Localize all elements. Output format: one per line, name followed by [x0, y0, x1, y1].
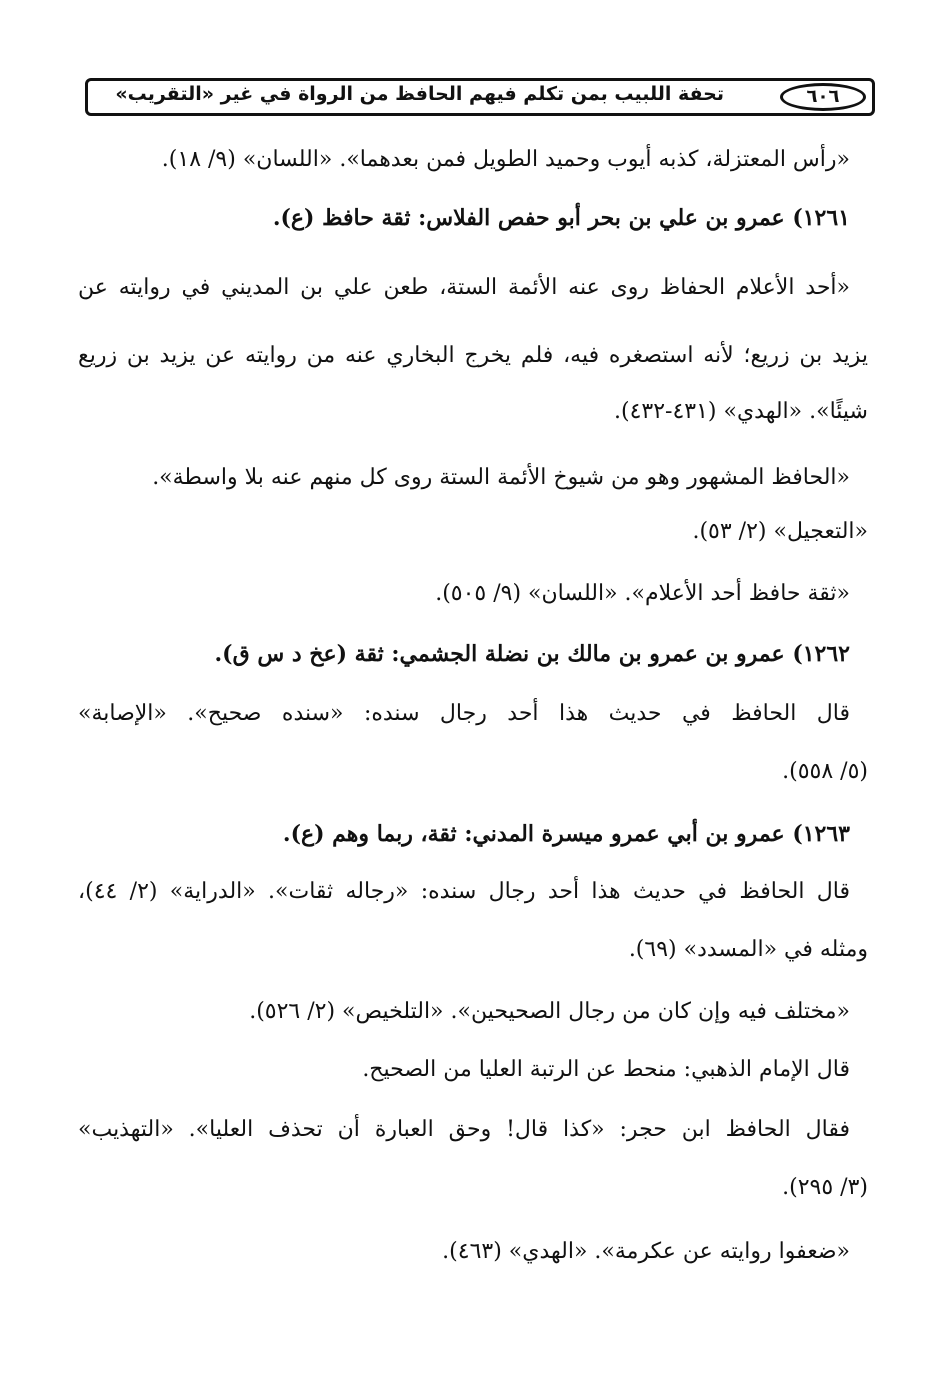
text-line: «ضعفوا روايته عن عكرمة». «الهدي» (٤٦٣). [442, 1239, 850, 1264]
page-number: ٦٠٦ [780, 83, 866, 111]
text-line: قال الحافظ في حديث هذا أحد رجال سنده: «رجاله ثقات». «الدراية» (٢/ ٤٤)، [78, 879, 850, 904]
entry-heading: ١٢٦٢) عمرو بن عمرو بن مالك بن نضلة الجشمي: ثقة (عخ د س ق). [214, 641, 850, 667]
text-line: ومثله في «المسدد» (٦٩). [628, 937, 868, 962]
text-line: (٣/ ٢٩٥). [782, 1175, 868, 1200]
header-title: تحفة اللبيب بمن تكلم فيهم الحافظ من الرواة في غير «التقريب» [115, 83, 724, 105]
text-line: قال الحافظ في حديث هذا أحد رجال سنده: «سنده صحيح». «الإصابة» [78, 701, 850, 726]
running-header [85, 78, 875, 116]
text-line: «الحافظ المشهور وهو من شيوخ الأئمة الستة روى كل منهم عنه بلا واسطة». [152, 465, 850, 490]
text-line: «ثقة حافظ أحد الأعلام». «اللسان» (٩/ ٥٠٥). [435, 581, 850, 606]
entry-heading: ١٢٦١) عمرو بن علي بن بحر أبو حفص الفلاس: ثقة حافظ (ع). [272, 205, 850, 231]
entry-heading: ١٢٦٣) عمرو بن أبي عمرو ميسرة المدني: ثقة، ربما وهم (ع). [282, 821, 850, 847]
text-line: «مختلف فيه وإن كان من رجال الصحيحين». «التلخيص» (٢/ ٥٢٦). [249, 999, 850, 1024]
text-line: «رأس المعتزلة، كذبه أيوب وحميد الطويل فمن بعدهما». «اللسان» (٩/ ١٨). [161, 147, 850, 172]
text-line: «التعجيل» (٢/ ٥٣). [692, 519, 868, 544]
text-line: شيئًا». «الهدي» (٤٣١-٤٣٢). [613, 399, 868, 424]
text-line: «أحد الأعلام الحفاظ روى عنه الأئمة الستة، طعن علي بن المديني في روايته عن [78, 275, 850, 300]
text-line: قال الإمام الذهبي: منحط عن الرتبة العليا من الصحيح. [362, 1057, 850, 1082]
text-line: فقال الحافظ ابن حجر: «كذا قال! وحق العبارة أن تحذف العليا». «التهذيب» [78, 1117, 850, 1142]
text-line: (٥/ ٥٥٨). [782, 759, 868, 784]
text-line: يزيد بن زريع؛ لأنه استصغره فيه، فلم يخرج البخاري عنه من روايته عن يزيد بن زريع [78, 343, 868, 368]
